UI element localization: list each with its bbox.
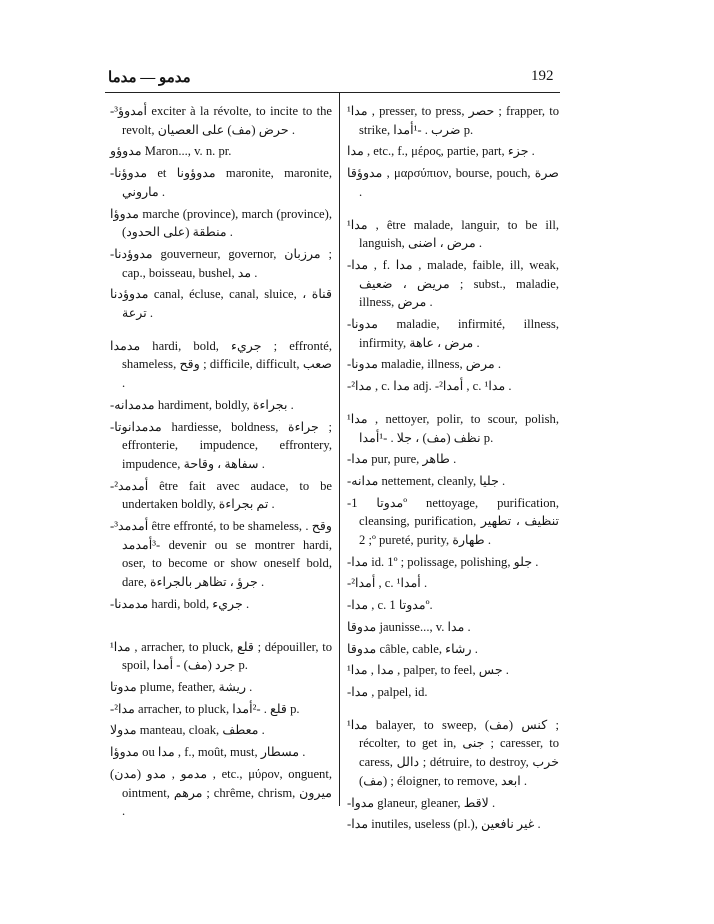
entry: ‑مدا , f. مدا , malade, faible, ill, weak, مريض ، ضعيف ; subst., maladie, illness, مرض . <box>347 257 560 310</box>
entry: مدوؤقا , μαρσύπιον, bourse, pouch, صرة . <box>347 166 559 199</box>
entry: ‑مدونا maladie, illness, مرض . <box>347 357 501 372</box>
entry: مدوؤو Maron..., v. n. pr. <box>110 144 232 159</box>
entry-headword: مدمدا hardi, bold, جريء ; effronté, shameless, وقح ; difficile, difficult, صعب . <box>110 338 332 391</box>
entry: ‑مدمدانوتا hardiesse, boldness, جراءة ; effronterie, impudence, effrontery, impudence, سفاهة ، وقاحة . <box>110 419 332 471</box>
entry: ‑مدا pur, pure, طاهر . <box>347 452 457 467</box>
entry: ‑مدوا glaneur, gleaner, لاقط . <box>347 795 496 810</box>
entry: ‑مدوؤنا et مدوؤونا maronite, maronite, ماروني . <box>110 166 332 199</box>
entry-headword: ¹مدا balayer, to sweep, كنس (مف) ; récolter, to get in, جنى ; caresser, to caress, دالل ; détruire, to destroy, خرب (مف) ; éloigner, to remove, ابعد . <box>347 717 560 788</box>
entry: (مدن) مدمو , مدو , etc., μύρον, onguent, ointment, مرهم ; chrême, chrism, ميرون . <box>110 766 332 819</box>
entry-headword: ¹مدا , arracher, to pluck, قلع ; dépouiller, to spoil, جرد (مف) ‑ أمدا p. <box>110 639 332 673</box>
entry: ‑²أمدمد être fait avec audace, to be undertaken boldly, تم بجراءة . <box>110 478 332 512</box>
entry: مدوتا plume, feather, ريشة . <box>110 679 253 694</box>
entry: ‑³أمدوؤ exciter à la révolte, to incite to the revolt, حرض (مف) على العصيان . <box>110 104 332 137</box>
entry-headword: ¹مدا , être malade, languir, to be ill, languish, مرض ، اضنى . <box>347 217 559 251</box>
entry: مدوؤا marche (province), march (province), منطقة (على الحدود) . <box>110 206 332 240</box>
entry: مدوؤدنا canal, écluse, canal, sluice, قناة ، ترعة . <box>110 287 332 321</box>
entry: ‑مدا , c. مدوتا 1º. <box>347 598 433 613</box>
entry: مدا , etc., f., μέρος, partie, part, جزء . <box>347 144 535 159</box>
entry: ‑مدا id. 1º ; polissage, polishing, جلو . <box>347 554 539 569</box>
entry: ‑مدا inutiles, useless (pl.), غير نافعين . <box>347 817 541 832</box>
entry: ‑مدونا maladie, infirmité, illness, infirmity, مرض ، عاهة . <box>347 317 559 350</box>
running-head-left: مدمو — مدما <box>108 70 191 86</box>
entry: ‑²مدا arracher, to pluck, قلع . ‑²أمدا p. <box>110 701 300 716</box>
entry: مدوؤا ou مدا , f., moût, must, مسطار . <box>110 745 306 760</box>
entry: ‑مدوتا 1º nettoyage, purification, cleansing, purification, تنظيف ، تطهير ; 2º pureté, purity, طهارة . <box>347 495 559 548</box>
entry: مدولا manteau, cloak, معطف . <box>110 723 265 738</box>
entry: ‑مدوؤدنا gouverneur, governor, مرزبان ; cap., boisseau, bushel, مد . <box>110 246 333 280</box>
entry: مدوقا câble, cable, رشاء . <box>347 641 478 656</box>
entry: ‑مدمدنا hardi, bold, جريء . <box>110 596 250 611</box>
entry: ‑مدا , palpel, id. <box>347 684 428 699</box>
entry: ¹مدا , مدا , palper, to feel, جس . <box>347 663 509 678</box>
entry: ‑²مدا , c. مدا adj. ‑²أمدا , c. ¹مدا . <box>347 379 512 394</box>
page-number: 192 <box>531 68 554 84</box>
entry: ‑²أمدا , c. ¹أمدا . <box>347 576 428 591</box>
entry-headword: ¹مدا , presser, to press, حصر ; frapper, to strike, ضرب . ‑¹أمدا p. <box>347 104 559 137</box>
entry: ‑مدانه nettement, cleanly, جليا . <box>347 473 506 488</box>
entry-headword: ¹مدا , nettoyer, polir, to scour, polish, نظف (مف) ، جلا . ‑¹أمدا p. <box>347 411 559 445</box>
column-divider <box>339 93 340 806</box>
entry: مدوقا jaunisse..., v. مدا . <box>347 619 471 634</box>
left-column <box>110 102 332 824</box>
entry: ‑مدمدانه hardiment, boldly, بجراءة . <box>110 397 294 412</box>
entry: ‑³أمدمد être effronté, to be shameless, وقح . ‑³أمدمد devenir ou se montrer hardi, oser, to become or show oneself bold, dare, جرؤ ، تظاهر بالجراءة . <box>110 519 333 590</box>
header-rule <box>105 92 560 93</box>
right-column <box>347 102 559 837</box>
